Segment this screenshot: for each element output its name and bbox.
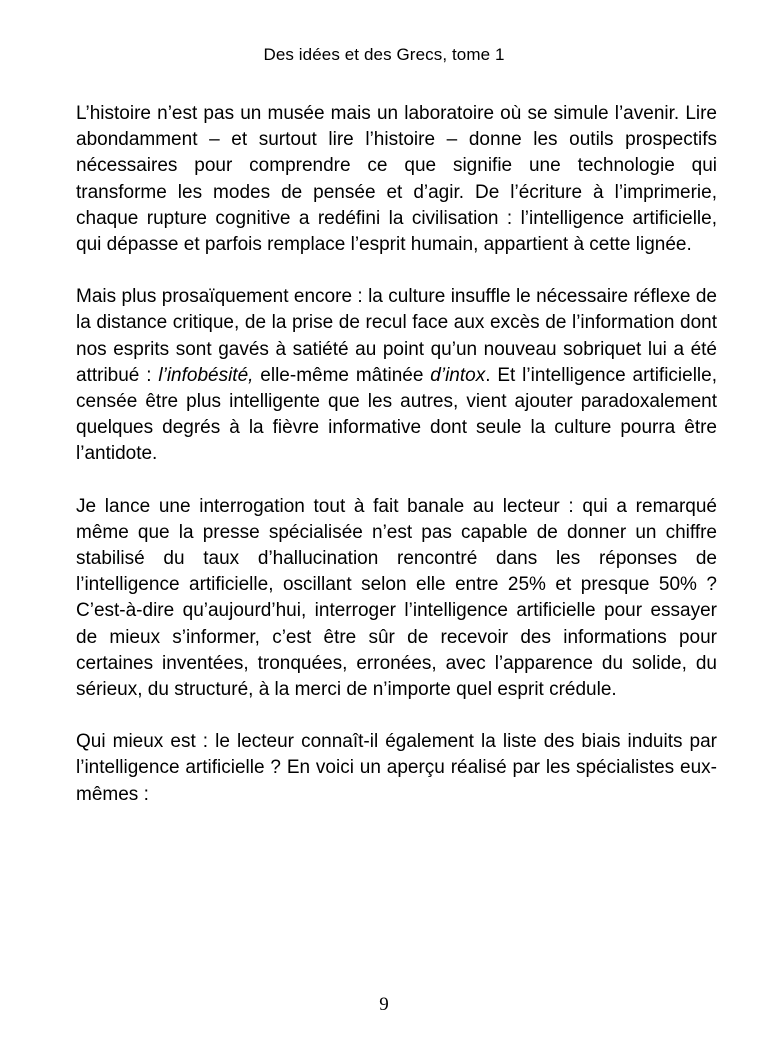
page-number: 9 <box>379 994 389 1015</box>
paragraph-hallucination-rate: Je lance une interrogation tout à fait banale au lecteur : qui a remarqué même que la presse spécialisée n’est pas capable de donner un chiffre stabilisé du taux d’hallucination rencontré dans les réponses de l’intelligence artificielle, oscillant selon elle entre 25% et presque 50% ? C’est-à-dire qu’aujourd’hui, interroger l’intelligence artificielle pour essayer de mieux s’informer, c’est être sûr de recevoir des informations pour certaines inventées, tronquées, erronées, avec l’apparence du solide, du sérieux, du structuré, à la merci de n’importe quel esprit crédule. <box>76 495 717 701</box>
body-text <box>76 101 717 834</box>
paragraph-history-laboratory: L’histoire n’est pas un musée mais un laboratoire où se simule l’avenir. Lire abondamment – et surtout lire l’histoire – donne les outils prospectifs nécessaires pour comprendre ce que signifie une technologie qui transforme les modes de pensée et d’agir. De l’écriture à l’imprimerie, chaque rupture cognitive a redéfini la civilisation : l’intelligence artificielle, qui dépasse et parfois remplace l’esprit humain, appartient à cette lignée. <box>76 103 717 256</box>
paragraph-text-segment: elle-même mâtinée <box>253 364 431 386</box>
running-header: Des idées et des Grecs, tome 1 <box>263 45 505 64</box>
paragraph-culture-critical-distance <box>76 284 717 467</box>
italic-term-infobesite: l’infobésité, <box>158 364 254 386</box>
paragraph-text-segment: Mais plus prosaïquement encore : la culture insuffle le nécessaire réflexe de la distance critique, de la prise de recul face aux excès de l’information dont nos esprits sont gavés à satiété au point qu’un nouveau sobriquet lui a été attribué : <box>76 286 717 386</box>
paragraph-text-segment: . Et l’intelligence artificielle, censée être plus intelligente que les autres, vient ajouter paradoxalement quelques degrés à la fièvre informative dont seule la culture pourra être l’antidote. <box>76 364 717 465</box>
italic-term-intox: d’intox <box>430 364 486 386</box>
paragraph-ai-biases: Qui mieux est : le lecteur connaît-il également la liste des biais induits par l’intelligence artificielle ? En voici un aperçu réalisé par les spécialistes eux-mêmes : <box>76 731 717 805</box>
